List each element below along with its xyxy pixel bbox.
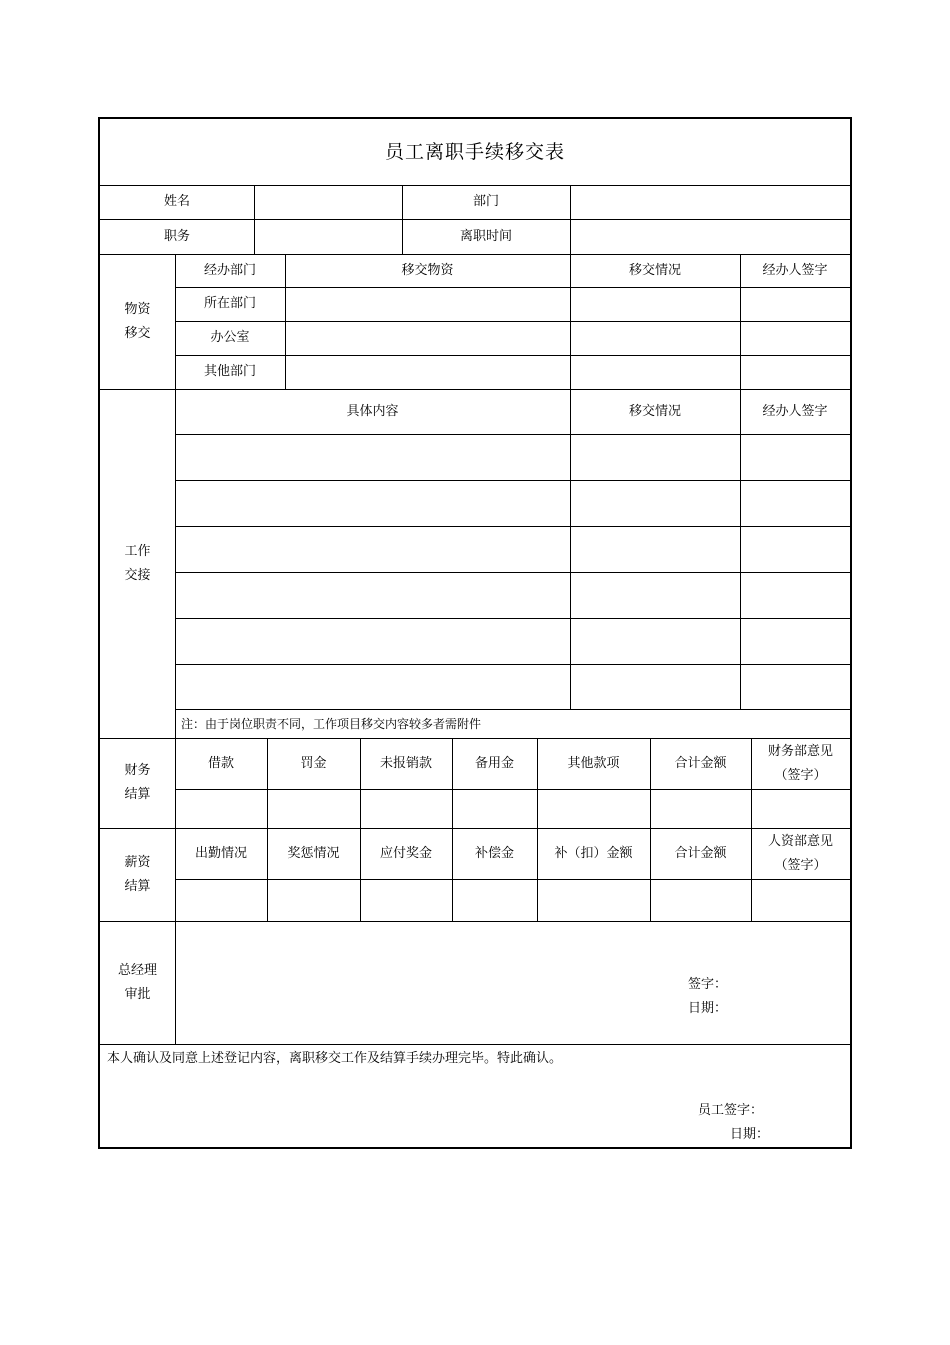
gm-sign-label: 签字： bbox=[688, 977, 728, 992]
rule bbox=[175, 789, 850, 790]
position-field[interactable] bbox=[255, 219, 402, 254]
salary-header-bonus: 应付奖金 bbox=[379, 845, 432, 861]
form-title: 员工离职手续移交表 bbox=[384, 141, 565, 163]
finance-section-line2: 结算 bbox=[124, 787, 151, 802]
name-field[interactable] bbox=[255, 185, 402, 219]
rule bbox=[175, 434, 850, 435]
gm-section-line2: 审批 bbox=[124, 986, 151, 1002]
rule bbox=[175, 480, 850, 481]
salary-header-rewards: 奖惩情况 bbox=[287, 845, 340, 861]
finance-header-total: 合计金额 bbox=[674, 755, 727, 771]
position-label: 职务 bbox=[163, 228, 190, 244]
department-field[interactable] bbox=[571, 185, 850, 219]
rule bbox=[175, 526, 850, 527]
employee-date-label: 日期： bbox=[730, 1127, 770, 1142]
rule bbox=[175, 618, 850, 619]
work-note: 注：由于岗位职责不同，工作项目移交内容较多者需附件 bbox=[181, 716, 482, 731]
work-header-signature: 经办人签字 bbox=[762, 403, 828, 419]
materials-header-signature: 经办人签字 bbox=[762, 262, 828, 278]
rule bbox=[740, 389, 741, 709]
materials-row-other-dept: 其他部门 bbox=[203, 364, 256, 379]
materials-header-dept: 经办部门 bbox=[203, 262, 256, 278]
finance-header-unreimbursed: 未报销款 bbox=[379, 755, 432, 771]
salary-header-compensation: 补偿金 bbox=[474, 845, 514, 861]
materials-row-own-dept: 所在部门 bbox=[203, 296, 256, 311]
hr-opinion-line2: （签字） bbox=[774, 857, 827, 873]
salary-header-attendance: 出勤情况 bbox=[194, 845, 247, 861]
department-label: 部门 bbox=[472, 194, 499, 209]
rule bbox=[175, 664, 850, 665]
salary-section-label bbox=[100, 828, 175, 921]
work-header-status: 移交情况 bbox=[628, 403, 681, 419]
leave-time-field[interactable] bbox=[571, 219, 850, 254]
gm-section-label bbox=[100, 921, 175, 1044]
finance-section-label bbox=[100, 738, 175, 828]
work-section-label bbox=[100, 389, 175, 738]
rule bbox=[175, 879, 850, 880]
rule bbox=[570, 389, 571, 709]
materials-header-items: 移交物资 bbox=[401, 262, 454, 278]
leave-time-label: 离职时间 bbox=[459, 228, 512, 244]
finance-header-loan: 借款 bbox=[207, 755, 234, 771]
salary-section-line1: 薪资 bbox=[124, 854, 151, 870]
resignation-handover-form bbox=[98, 117, 852, 1149]
materials-row-office: 办公室 bbox=[210, 330, 250, 345]
hr-opinion-header bbox=[751, 828, 850, 879]
finance-header-petty-cash: 备用金 bbox=[474, 755, 514, 771]
rule bbox=[175, 572, 850, 573]
materials-section-line2: 移交 bbox=[124, 325, 151, 341]
gm-date-label: 日期： bbox=[688, 1001, 728, 1016]
name-label: 姓名 bbox=[163, 194, 190, 209]
work-section-line1: 工作 bbox=[124, 543, 151, 559]
salary-header-adjustment: 补（扣）金额 bbox=[554, 845, 633, 861]
rule bbox=[100, 921, 850, 922]
work-section-line2: 交接 bbox=[124, 567, 151, 583]
work-header-content: 具体内容 bbox=[346, 403, 399, 419]
materials-section-label bbox=[100, 254, 175, 389]
finance-header-other: 其他款项 bbox=[567, 755, 620, 771]
employee-sign-label: 员工签字： bbox=[698, 1103, 764, 1118]
gm-section-line1: 总经理 bbox=[117, 962, 157, 978]
hr-opinion-line1: 人资部意见 bbox=[767, 833, 833, 849]
finance-opinion-header bbox=[751, 738, 850, 789]
salary-section-line2: 结算 bbox=[124, 878, 151, 894]
finance-opinion-line2: （签字） bbox=[774, 767, 827, 783]
confirmation-text: 本人确认及同意上述登记内容，离职移交工作及结算手续办理完毕。特此确认。 bbox=[107, 1051, 563, 1066]
finance-opinion-line1: 财务部意见 bbox=[767, 743, 833, 759]
materials-section-line1: 物资 bbox=[124, 301, 151, 317]
rule bbox=[100, 1044, 850, 1045]
finance-header-fine: 罚金 bbox=[300, 755, 327, 771]
salary-header-total: 合计金额 bbox=[674, 845, 727, 861]
materials-header-status: 移交情况 bbox=[628, 262, 681, 278]
finance-section-line1: 财务 bbox=[124, 763, 151, 778]
